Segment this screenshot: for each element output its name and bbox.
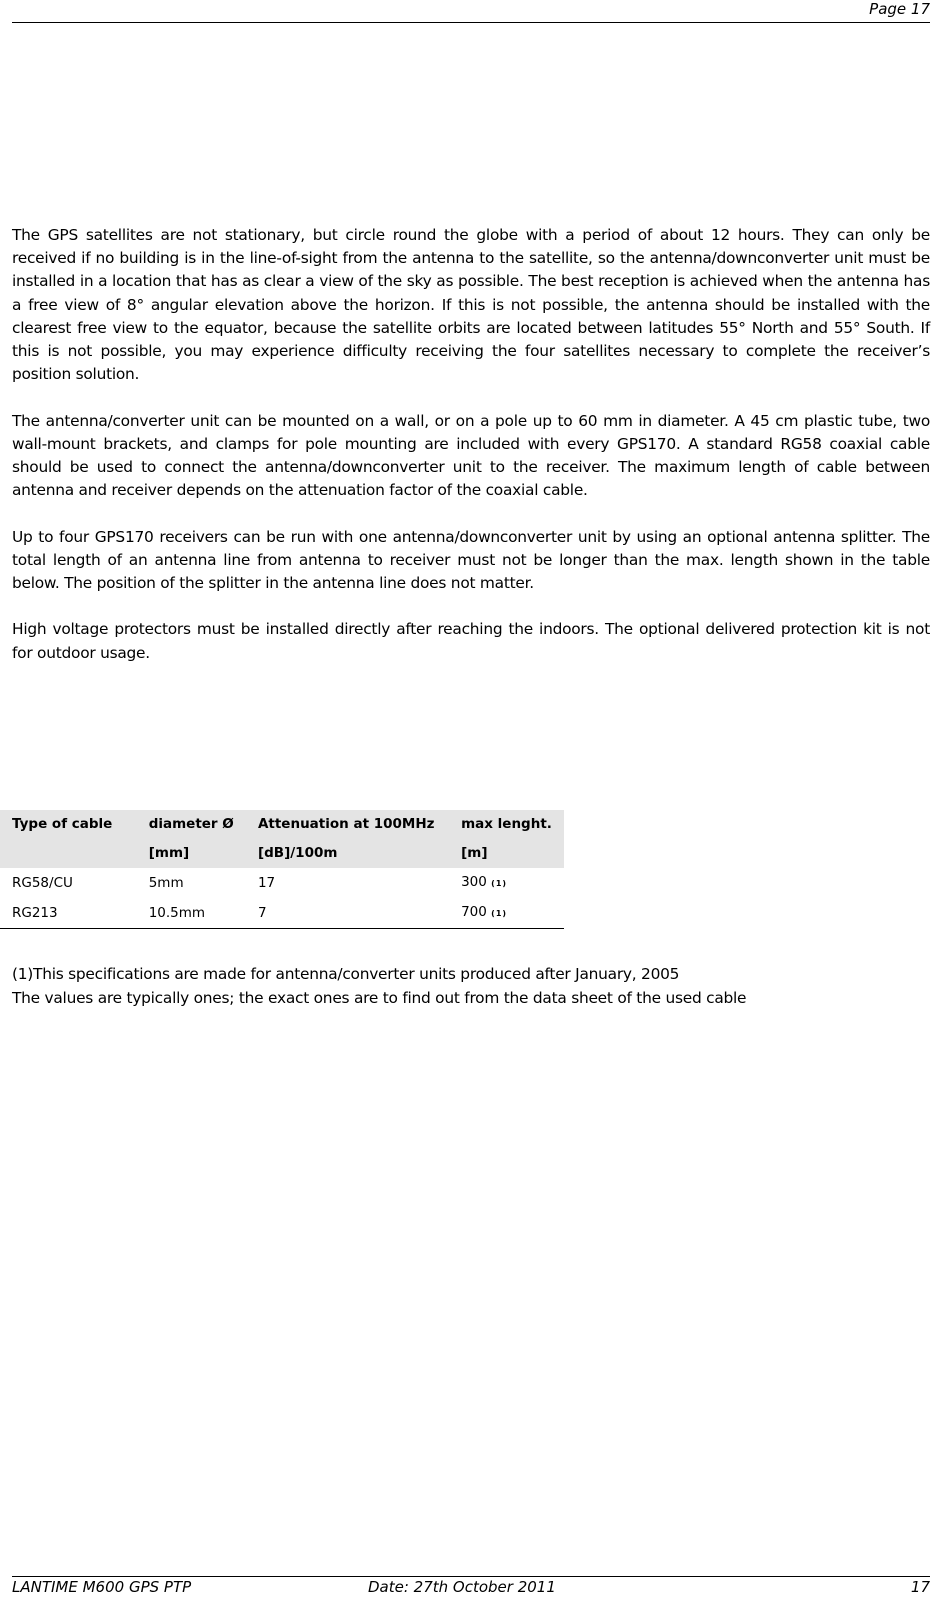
- cable-table: [0, 810, 564, 929]
- table-header-row: [0, 810, 564, 868]
- footnote-production-date: (1)This specifications are made for antenna/converter units produced after January, 2005: [12, 965, 680, 983]
- header-page-label: Page 17: [869, 0, 930, 18]
- table-row: [0, 898, 564, 929]
- cell-max-length: 300 (1): [461, 874, 508, 890]
- cell-type: RG213: [0, 898, 149, 929]
- footer-date: Date: 27th October 2011: [368, 1578, 556, 1596]
- footnote-ref: (1): [491, 879, 508, 888]
- paragraph-protectors: High voltage protectors must be installed directly after reaching the indoors. The optional delivered protection kit is not for outdoor usage.: [12, 620, 930, 662]
- cell-type: RG58/CU: [12, 874, 73, 891]
- header-max-length: max lenght. [m]: [461, 810, 564, 868]
- footnote-ref: (1): [491, 909, 508, 918]
- header-type-of-cable: Type of cable: [0, 810, 149, 868]
- cell-diameter: 10.5mm: [149, 898, 258, 929]
- page-header: [12, 0, 930, 23]
- table-row: [0, 868, 564, 898]
- footer-page-number: 17: [910, 1578, 930, 1596]
- footnote-typical-values: The values are typically ones; the exact ones are to find out from the data sheet of the used cable: [12, 989, 747, 1007]
- header-attenuation: Attenuation at 100MHz [dB]/100m: [258, 810, 461, 868]
- cell-attenuation: 17: [257, 874, 276, 891]
- footnotes: [12, 962, 746, 1010]
- paragraph-mounting: The antenna/converter unit can be mounted on a wall, or on a pole up to 60 mm in diameter. A 45 cm plastic tube, two wall-mount brackets, and clamps for pole mounting are included with every GPS170. A standard RG58 coaxial cable should be used to connect the antenna/downconverter unit to the receiver. The maximum length of cable between antenna and receiver depends on the attenuation factor of the coaxial cable.: [12, 411, 930, 500]
- paragraph-splitter: Up to four GPS170 receivers can be run with one antenna/downconverter unit by using an optional antenna splitter. The total length of an antenna line from antenna to receiver must not be longer than the max. length shown in the table below. The position of the splitter in the antenna line does not matter.: [12, 527, 930, 593]
- cell-max-length: 700 (1): [461, 898, 564, 929]
- paragraph-gps-visibility: The GPS satellites are not stationary, but circle round the globe with a period of about 12 hours. They can only be received if no building is in the line-of-sight from the antenna to the satellite, so the antenna/downconverter unit must be installed in a location that has as clear a view of the sky as possible. The best reception is achieved when the antenna has a free view of 8° angular elevation above the horizon. If this is not possible, the antenna should be installed with the clearest free view to the equator, because the satellite orbits are located between latitudes 55° North and 55° South. If this is not possible, you may experience difficulty receiving the four satellites necessary to complete the receiver’s position solution.: [12, 226, 930, 384]
- footer-product-name: LANTIME M600 GPS PTP: [12, 1578, 192, 1596]
- cell-attenuation: 7: [258, 898, 461, 929]
- body-text: [12, 224, 930, 688]
- header-diameter: diameter Ø [mm]: [149, 810, 258, 868]
- page-footer: [12, 1576, 930, 1597]
- cell-diameter: 5mm: [148, 874, 184, 891]
